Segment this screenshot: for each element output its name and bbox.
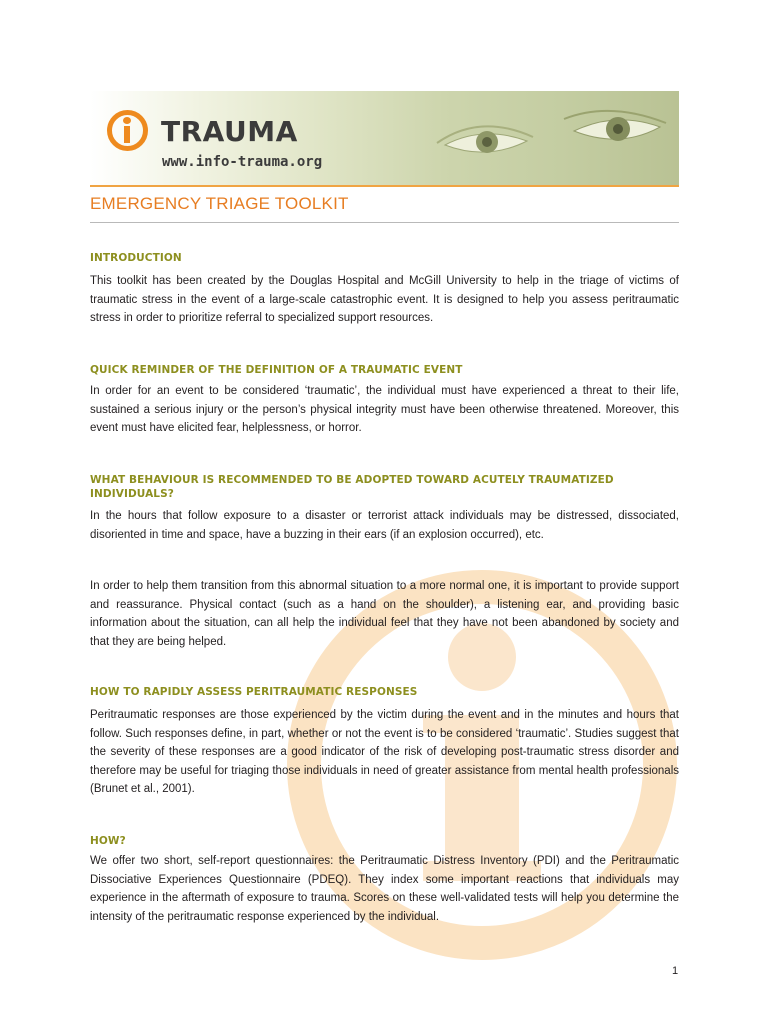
section-heading: INTRODUCTION (90, 252, 182, 264)
section-paragraph: Peritraumatic responses are those experienced by the victim during the event and in the minutes and hours that follow. Such responses define, in part, whether or not the event is to be considered ‘traumatic’. Studies suggest that the severity of these responses are a good indicator of the risk of developing post-traumatic stress disorder and therefore may be useful for triaging those individuals in need of greater assistance from mental health professionals (Brunet et al., 2001). (90, 709, 679, 795)
section-paragraph: In order to help them transition from this abnormal situation to a more normal one, it is important to provide support and reassurance. Physical contact (such as a hand on the shoulder), a listening ear, and providing basic information about the situation, can all help the individual feel that they have not been abandoned by society and that they are being helped. (90, 580, 679, 648)
banner-rule (90, 185, 679, 187)
info-logo-dot (123, 117, 131, 124)
left-eye-icon (435, 113, 535, 163)
right-eye-icon (560, 105, 670, 155)
info-logo-stem (124, 126, 130, 143)
logo-wordmark: TRAUMA (161, 115, 298, 148)
section-paragraph: In the hours that follow exposure to a disaster or terrorist attack individuals may be distressed, dissociated, disoriented in time and space, have a buzzing in their ears (if an explosion occurred), etc. (90, 510, 679, 541)
header-banner (90, 91, 679, 185)
section-paragraph: In order for an event to be considered ‘traumatic’, the individual must have experienced a threat to their life, sustained a serious injury or the person’s physical integrity must have been otherwise threatened. Moreover, this event must have elicited fear, helplessness, or horror. (90, 385, 679, 434)
title-divider (90, 222, 679, 223)
section-heading: HOW? (90, 835, 126, 847)
section-paragraph: This toolkit has been created by the Douglas Hospital and McGill University to help in the triage of victims of traumatic stress in the event of a large-scale catastrophic event. It is designed to help you assess peritraumatic stress in order to prioritize referral to specialized support resources. (90, 275, 679, 324)
page-number: 1 (672, 965, 679, 977)
section-paragraph: We offer two short, self-report questionnaires: the Peritraumatic Distress Inventory (PDI) and the Peritraumatic Dissociative Experiences Questionnaire (PDEQ). They index some important reactions that individuals may experience in the aftermath of exposure to trauma. Scores on these well-validated tests will help you determine the intensity of the peritraumatic response experienced by the individual. (90, 855, 679, 923)
document-title: EMERGENCY TRIAGE TOOLKIT (90, 194, 349, 213)
section-heading: WHAT BEHAVIOUR IS RECOMMENDED TO BE ADOPTED TOWARD ACUTELY TRAUMATIZED INDIVIDUALS? (90, 474, 614, 500)
logo-url: www.info-trauma.org (162, 154, 323, 170)
section-heading: QUICK REMINDER OF THE DEFINITION OF A TRAUMATIC EVENT (90, 364, 463, 376)
section-heading: HOW TO RAPIDLY ASSESS PERITRAUMATIC RESPONSES (90, 686, 418, 698)
